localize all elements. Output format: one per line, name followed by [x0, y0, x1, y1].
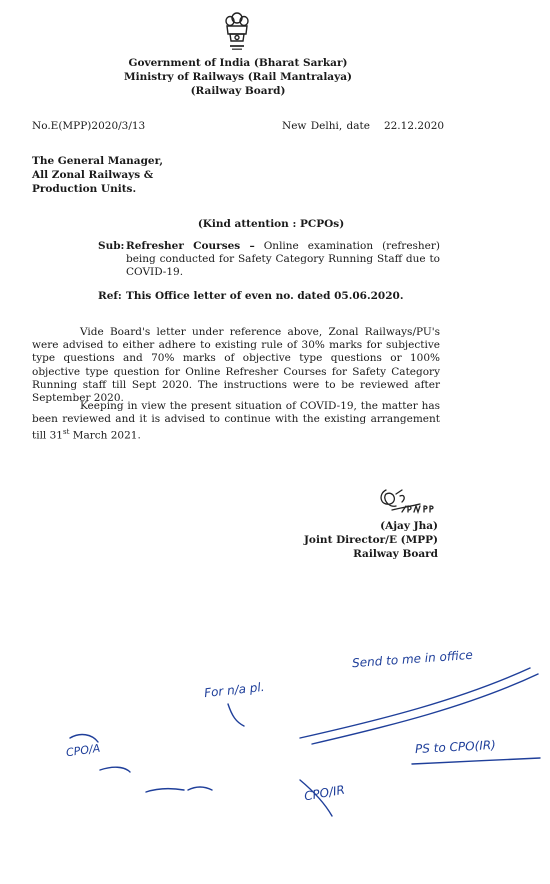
- reference-label: Ref:: [98, 290, 122, 302]
- ink-underline-ps: [412, 758, 540, 764]
- body-paragraph-2: [32, 400, 440, 443]
- handwritten-note-1: Send to me in office: [351, 647, 474, 671]
- ink-date-left: [146, 787, 212, 792]
- place-label: New Delhi, date: [282, 120, 370, 132]
- reference-text: This Office letter of even no. dated 05.06.2020.: [126, 290, 404, 302]
- signatory-name: (Ajay Jha): [380, 520, 438, 532]
- subject-bold: Refresher Courses –: [126, 240, 255, 252]
- para2-main: Keeping in view the present situation of COVID-19, the matter has been reviewed and it is advised to continue with the existing arrangement till 31: [32, 400, 440, 442]
- subject-label: Sub:: [98, 240, 125, 252]
- header-line-2: Ministry of Railways (Rail Mantralaya): [123, 71, 352, 83]
- subject-body: Online examination (refresher) being conducted for Safety Category Running Staff due to COVID-19.: [126, 240, 441, 278]
- header-line-3: (Railway Board): [190, 85, 286, 97]
- signature-mark: [372, 484, 444, 518]
- para2-superscript: st: [63, 428, 70, 437]
- reference-number: No.E(MPP)2020/3/13: [32, 120, 146, 132]
- kind-attention: (Kind attention : PCPOs): [197, 218, 345, 230]
- addressee-line-3: Production Units.: [32, 183, 137, 195]
- national-emblem-icon: [221, 10, 253, 52]
- signatory-office: Railway Board: [353, 548, 438, 560]
- handwritten-note-5: CPO/IR: [303, 782, 346, 804]
- addressee-line-2: All Zonal Railways &: [32, 169, 154, 181]
- handwritten-note-4: CPO/A: [65, 741, 101, 760]
- ink-tick-1: [228, 704, 244, 726]
- ink-sweep-1: [300, 668, 530, 738]
- ink-sweep-2: [312, 674, 538, 744]
- letter-date: 22.12.2020: [383, 120, 445, 132]
- body-paragraph-1: Vide Board's letter under reference above, Zonal Railways/PU's were advised to either adhere to existing rule of 30% marks for subjective type questions and 70% marks of objective type questions or 100% objective type question for Online Refresher Courses for Safety Category Running staff till Sept 2020. The instructions were to be reviewed after September 2020.: [32, 326, 440, 405]
- subject-text: [126, 240, 440, 279]
- handwritten-note-2: For n/a pl.: [203, 679, 266, 701]
- addressee-line-1: The General Manager,: [32, 155, 164, 167]
- header-line-1: Government of India (Bharat Sarkar): [128, 57, 348, 69]
- handwritten-note-3: PS to CPO(IR): [414, 737, 497, 757]
- place-date: [282, 120, 444, 132]
- para2-end: March 2021.: [69, 429, 141, 442]
- signatory-designation: Joint Director/E (MPP): [303, 534, 438, 546]
